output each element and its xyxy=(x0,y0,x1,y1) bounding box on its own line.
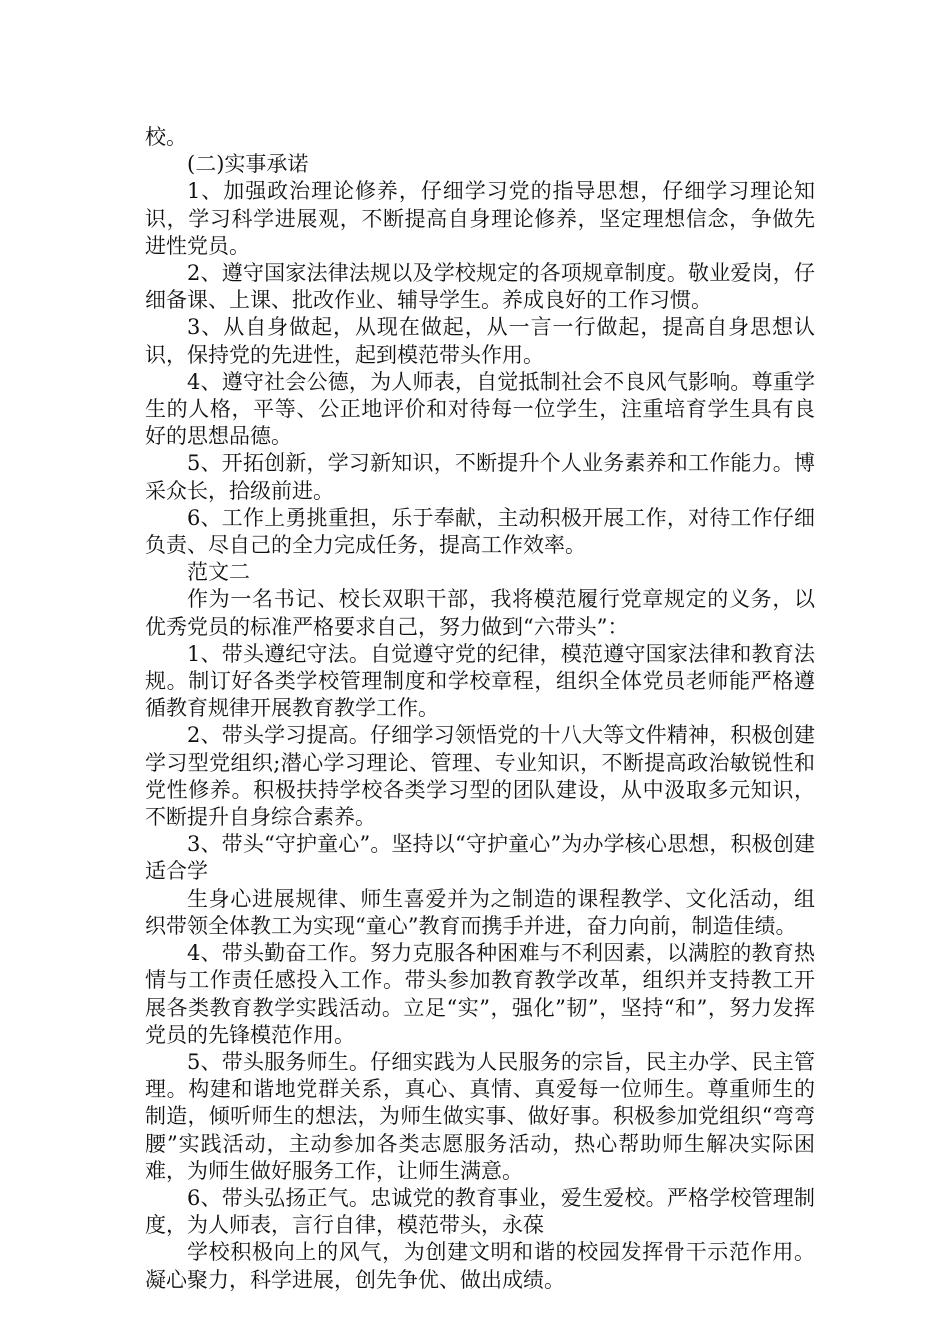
paragraph: 4、遵守社会公德，为人师表，自觉抵制社会不良风气影响。尊重学生的人格，平等、公正地评价和对待每一位学生，注重培育学生具有良好的思想品德。 xyxy=(145,369,815,449)
paragraph: 生身心进展规律、师生喜爱并为之制造的课程教学、文化活动，组织带领全体教工为实现“童心”教育而携手并进，奋力向前，制造佳绩。 xyxy=(145,886,815,938)
paragraph: 3、从自身做起，从现在做起，从一言一行做起，提高自身思想认识，保持党的先进性，起到模范带头作用。 xyxy=(145,315,815,367)
paragraph: 6、工作上勇挑重担，乐于奉献，主动积极开展工作，对待工作仔细负责、尽自己的全力完成任务，提高工作效率。 xyxy=(145,505,815,558)
section-heading: 范文二 xyxy=(187,560,250,585)
paragraph: 校。 xyxy=(145,125,187,149)
paragraph: 5、开拓创新，学习新知识，不断提升个人业务素养和工作能力。博采众长，拾级前进。 xyxy=(145,451,815,503)
document-body xyxy=(145,124,815,1294)
paragraph: 4、带头勤奋工作。努力克服各种困难与不利因素，以满腔的教育热情与工作责任感投入工作。带头参加教育教学改革，组织并支持教工开展各类教育教学实践活动。立足“实”，强化”韧”，坚持“和”，努力发挥党员的先锋模范作用。 xyxy=(145,941,815,1047)
paragraph: 5、带头服务师生。仔细实践为人民服务的宗旨，民主办学、民主管理。构建和谐地党群关系，真心、真情、真爱每一位师生。尊重师生的制造，倾听师生的想法，为师生做实事、做好事。积极参加党组织“弯弯腰”实践活动，主动参加各类志愿服务活动，热心帮助师生解决实际困难，为师生做好服务工作，让师生满意。 xyxy=(145,1049,815,1183)
section-heading: (二)实事承诺 xyxy=(187,152,309,177)
paragraph: 2、遵守国家法律法规以及学校规定的各项规章制度。敬业爱岗，仔细备课、上课、批改作业、辅导学生。养成良好的工作习惯。 xyxy=(145,261,815,313)
paragraph: 作为一名书记、校长双职干部，我将模范履行党章规定的义务，以优秀党员的标准严格要求自己，努力做到“六带头”： xyxy=(145,587,815,639)
paragraph: 6、带头弘扬正气。忠诚党的教育事业，爱生爱校。严格学校管理制度，为人师表，言行自律，模范带头，永葆 xyxy=(145,1185,815,1238)
paragraph: 学校积极向上的风气，为创建文明和谐的校园发挥骨干示范作用。凝心聚力，科学进展，创先争优、做出成绩。 xyxy=(145,1240,815,1292)
paragraph: 1、带头遵纪守法。自觉遵守党的纪律，模范遵守国家法律和教育法规。制订好各类学校管理制度和学校章程，组织全体党员老师能严格遵循教育规律开展教育教学工作。 xyxy=(145,641,815,721)
paragraph: 2、带头学习提高。仔细学习领悟党的十八大等文件精神，积极创建学习型党组织;潜心学习理论、管理、专业知识，不断提高政治敏锐性和党性修养。积极扶持学校各类学习型的团队建设，从中汲取多元知识，不断提升自身综合素养。 xyxy=(145,723,815,830)
paragraph: 1、加强政治理论修养，仔细学习党的指导思想，仔细学习理论知识，学习科学进展观，不断提高自身理论修养，坚定理想信念，争做先进性党员。 xyxy=(145,179,815,258)
paragraph: 3、带头“守护童心”。坚持以“守护童心”为办学核心思想，积极创建适合学 xyxy=(145,832,815,884)
